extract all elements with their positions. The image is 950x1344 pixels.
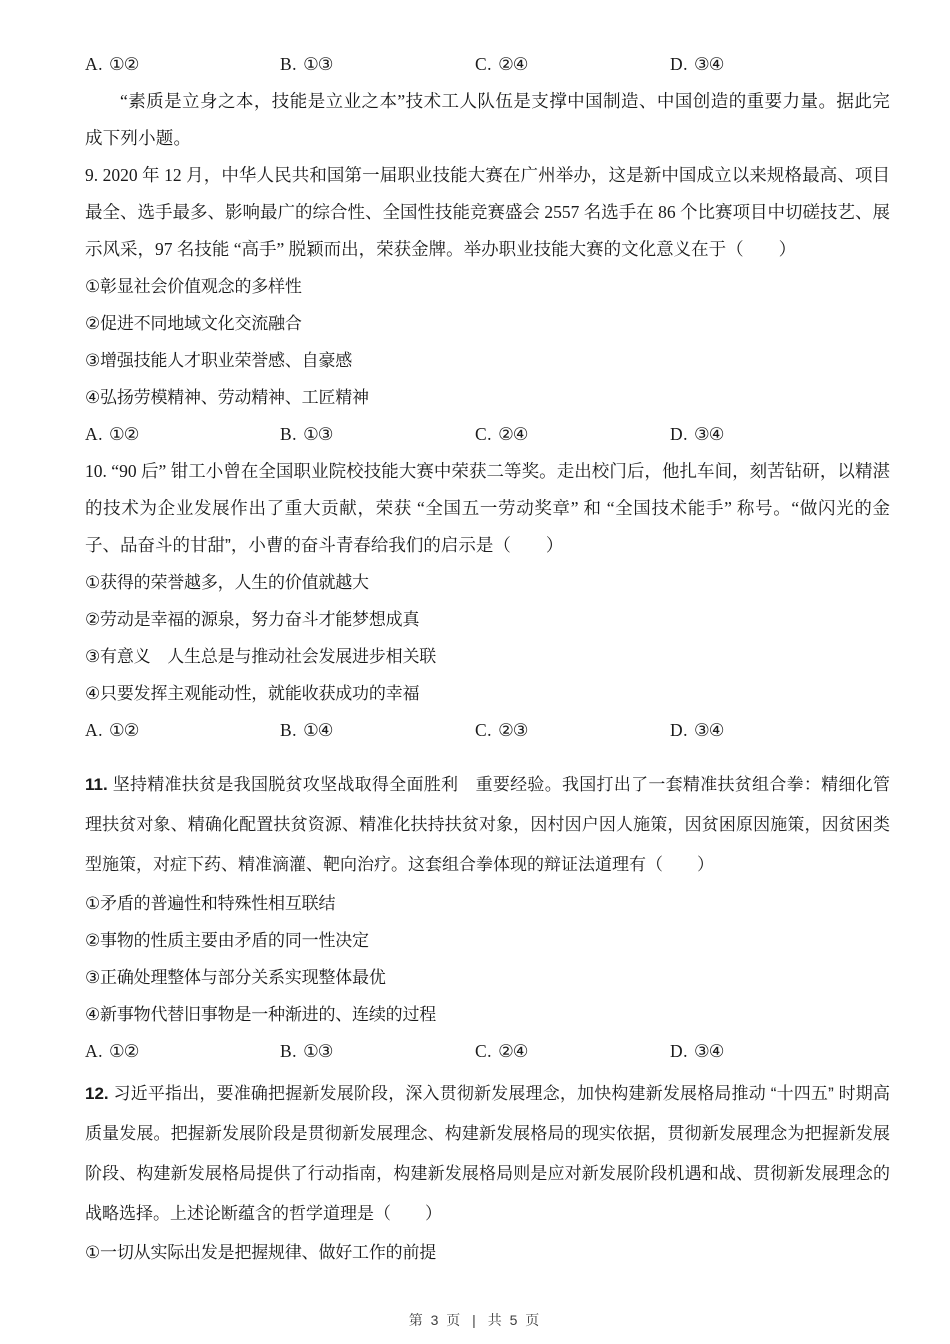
choice-option-c[interactable]: C. ②④ (475, 1041, 528, 1061)
choice-option-b[interactable]: B. ①④ (280, 720, 333, 740)
question-11-stem-text: 坚持精准扶贫是我国脱贫攻坚战取得全面胜利 重要经验。我国打出了一套精准扶贫组合拳：精细化管理扶贫对象、精确化配置扶贫资源、精准化扶持扶贫对象，因村因户因人施策，因贫困原因施策，因贫困类型施策，对症下药、精准滴灌、靶向治疗。这套组合拳体现的辩证法道理有（ ） (85, 775, 890, 874)
spacer (85, 749, 890, 765)
statement-item: ③增强技能人才职业荣誉感、自豪感 (85, 351, 353, 370)
footer-total-number: 5 (509, 1312, 520, 1328)
question-10-stem-text-part1: “90 后” 钳工小曾在全国职业院校技能大赛中荣获二等奖。走出校门后，他扎车间，刻苦钻研，以精湛的技术为企业发展作出了重大贡献，荣获 “全国五一劳动奖章” 和 “全国技术能手” 称号。“做闪光的 (85, 461, 890, 518)
footer-total-prefix: 共 (487, 1312, 504, 1328)
statement-item: ①矛盾的普遍性和特殊性相互联结 (85, 894, 336, 913)
statement-item: ②促进不同地域文化交流融合 (85, 314, 302, 333)
question-10-choice-row (85, 712, 890, 749)
question-10-stem-text-part2: ，小曹的奋斗青春给我们的启示是（ ） (230, 535, 564, 555)
question-11-number: 11. (85, 775, 108, 794)
footer-page-unit: 页 (446, 1312, 463, 1328)
question-11-statement-list (85, 885, 890, 1033)
question-12-stem-text: 习近平指出，要准确把握新发展阶段，深入贯彻新发展理念，加快构建新发展格局推动 “十四五” 时期高质量发展。把握新发展阶段是贯彻新发展理念、构建新发展格局的现实依据，贯彻新发展理念为把握新发展阶段、构建新发展格局提供了行动指南，构建新发展格局则是应对新发展阶段机遇和战、贯彻新发展理念的战略选择。上述论断蕴含的哲学道理是（ ） (85, 1084, 890, 1223)
choice-option-d[interactable]: D. ③④ (670, 720, 724, 740)
question-10-statement-list (85, 564, 890, 712)
choice-option-b[interactable]: B. ①③ (280, 54, 333, 74)
choice-row-previous-question (85, 46, 890, 83)
material-intro-paragraph: “素质是立身之本，技能是立业之本”技术工人队伍是支撑中国制造、中国创造的重要力量。据此完成下列小题。 (85, 91, 890, 148)
statement-item: ①获得的荣誉越多，人生的价值就越大 (85, 573, 369, 592)
footer-separator: | (472, 1312, 478, 1328)
statement-item: ②事物的性质主要由矛盾的同一性决定 (85, 931, 369, 950)
question-9-number: 9. (85, 165, 99, 185)
question-10-stem (85, 453, 890, 564)
statement-item: ①彰显社会价值观念的多样性 (85, 277, 302, 296)
question-12-statement-list (85, 1234, 890, 1271)
choice-option-b[interactable]: B. ①③ (280, 1041, 333, 1061)
footer-total-unit: 页 (525, 1312, 542, 1328)
question-11-choice-row (85, 1033, 890, 1070)
choice-option-c[interactable]: C. ②③ (475, 720, 528, 740)
statement-item: ①一切从实际出发是把握规律、做好工作的前提 (85, 1243, 437, 1262)
question-11-stem (85, 765, 890, 885)
question-12-number: 12. (85, 1084, 109, 1103)
statement-item: ③正确处理整体与部分关系实现整体最优 (85, 968, 386, 987)
question-9-stem (85, 157, 890, 268)
choice-option-b[interactable]: B. ①③ (280, 424, 333, 444)
choice-option-d[interactable]: D. ③④ (670, 1041, 724, 1061)
question-12-stem (85, 1074, 890, 1234)
question-10-number: 10. (85, 461, 107, 481)
question-9-statement-list (85, 268, 890, 416)
choice-option-a[interactable]: A. ①② (85, 1041, 139, 1061)
footer-page-number: 3 (430, 1312, 441, 1328)
choice-option-a[interactable]: A. ①② (85, 424, 139, 444)
statement-item: ④弘扬劳模精神、劳动精神、工匠精神 (85, 388, 369, 407)
statement-item: ②劳动是幸福的源泉，努力奋斗才能梦想成真 (85, 610, 420, 629)
footer-page-prefix: 第 (408, 1312, 425, 1328)
statement-item: ④新事物代替旧事物是一种渐进的、连续的过程 (85, 1005, 437, 1024)
choice-option-c[interactable]: C. ②④ (475, 54, 528, 74)
page-footer (0, 1310, 950, 1330)
question-9-choice-row (85, 416, 890, 453)
choice-option-a[interactable]: A. ①② (85, 54, 139, 74)
statement-item: ④只要发挥主观能动性，就能收获成功的幸福 (85, 684, 420, 703)
choice-option-d[interactable]: D. ③④ (670, 54, 724, 74)
question-10-stem-emphasis: 金子、品奋斗的甘甜” (85, 498, 890, 555)
choice-option-a[interactable]: A. ①② (85, 720, 139, 740)
question-9-stem-text: 2020 年 12 月，中华人民共和国第一届职业技能大赛在广州举办，这是新中国成立以来规格最高、项目最全、选手最多、影响最广的综合性、全国性技能竞赛盛会 2557 名选手在 86 个比赛项目中切磋技艺、展示风采，97 名技能 “高手” 脱颖而出，荣获金牌。举办职业技能大赛的文化意义在于（ ） (85, 165, 891, 259)
statement-item: ③有意义 人生总是与推动社会发展进步相关联 (85, 647, 437, 666)
choice-option-c[interactable]: C. ②④ (475, 424, 528, 444)
choice-option-d[interactable]: D. ③④ (670, 424, 724, 444)
